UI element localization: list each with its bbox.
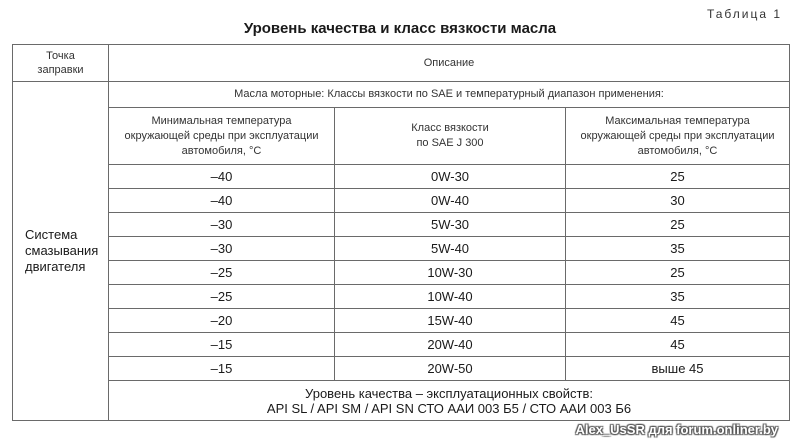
cell-max-temp: 30 <box>566 189 790 213</box>
cell-min-temp: –40 <box>109 189 335 213</box>
subheader-min-line1: Минимальная температура <box>151 114 292 127</box>
cell-min-temp: –40 <box>109 165 335 189</box>
header-refill-point <box>13 45 109 82</box>
subheader-min-line3: автомобиля, °C <box>181 144 262 157</box>
header-description: Описание <box>109 45 790 82</box>
cell-max-temp: 35 <box>566 237 790 261</box>
system-label-line3: двигателя <box>25 259 86 274</box>
cell-min-temp: –20 <box>109 309 335 333</box>
table-row <box>13 237 790 261</box>
subheader-min-line2: окружающей среды при эксплуатации <box>124 129 319 142</box>
subheader-max-line1: Максимальная температура <box>605 114 750 127</box>
quality-level <box>109 381 790 421</box>
cell-min-temp: –15 <box>109 357 335 381</box>
cell-max-temp: 45 <box>566 333 790 357</box>
system-label <box>13 82 109 421</box>
cell-sae-class: 0W-30 <box>335 165 566 189</box>
cell-sae-class: 5W-30 <box>335 213 566 237</box>
page-title: Уровень качества и класс вязкости масла <box>243 20 557 37</box>
cell-min-temp: –25 <box>109 261 335 285</box>
system-label-line2: смазывания <box>25 243 99 258</box>
subheader-class-line1: Класс вязкости <box>411 122 489 134</box>
cell-max-temp: 45 <box>566 309 790 333</box>
section-title: Масла моторные: Классы вязкости по SAE и температурный диапазон применения: <box>109 82 790 108</box>
subheader-max-line3: автомобиля, °C <box>637 144 718 157</box>
table-row <box>13 285 790 309</box>
cell-sae-class: 20W-40 <box>335 333 566 357</box>
cell-min-temp: –15 <box>109 333 335 357</box>
cell-sae-class: 15W-40 <box>335 309 566 333</box>
section-title-row <box>13 82 790 108</box>
cell-min-temp: –30 <box>109 213 335 237</box>
cell-sae-class: 20W-50 <box>335 357 566 381</box>
table-row <box>13 333 790 357</box>
table-row <box>13 189 790 213</box>
cell-sae-class: 10W-30 <box>335 261 566 285</box>
watermark: Alex_UsSR для forum.onliner.by <box>575 422 778 437</box>
cell-sae-class: 10W-40 <box>335 285 566 309</box>
quality-level-line1: Уровень качества – эксплуатационных свойств: <box>305 385 593 401</box>
header-refill-point-line2: заправки <box>37 64 84 76</box>
footer-row <box>13 381 790 421</box>
system-label-line1: Система <box>25 227 78 242</box>
cell-sae-class: 0W-40 <box>335 189 566 213</box>
subheader-row <box>13 108 790 165</box>
subheader-min-temp <box>109 108 335 165</box>
cell-max-temp: 25 <box>566 261 790 285</box>
header-refill-point-line1: Точка <box>46 50 75 62</box>
table-row <box>13 309 790 333</box>
table-number: Таблица 1 <box>706 7 782 21</box>
cell-max-temp: выше 45 <box>566 357 790 381</box>
cell-max-temp: 25 <box>566 165 790 189</box>
subheader-max-line2: окружающей среды при эксплуатации <box>580 129 775 142</box>
cell-min-temp: –25 <box>109 285 335 309</box>
quality-level-line2: API SL / API SM / API SN СТО ААИ 003 Б5 / СТО ААИ 003 Б6 <box>266 400 632 416</box>
oil-viscosity-table <box>12 44 790 421</box>
cell-min-temp: –30 <box>109 237 335 261</box>
subheader-class-line2: по SAE J 300 <box>416 137 484 149</box>
subheader-sae-class <box>335 108 566 165</box>
cell-sae-class: 5W-40 <box>335 237 566 261</box>
cell-max-temp: 35 <box>566 285 790 309</box>
table-header-row <box>13 45 790 82</box>
cell-max-temp: 25 <box>566 213 790 237</box>
table-row <box>13 165 790 189</box>
subheader-max-temp <box>566 108 790 165</box>
table-row <box>13 213 790 237</box>
table-row <box>13 261 790 285</box>
table-row <box>13 357 790 381</box>
